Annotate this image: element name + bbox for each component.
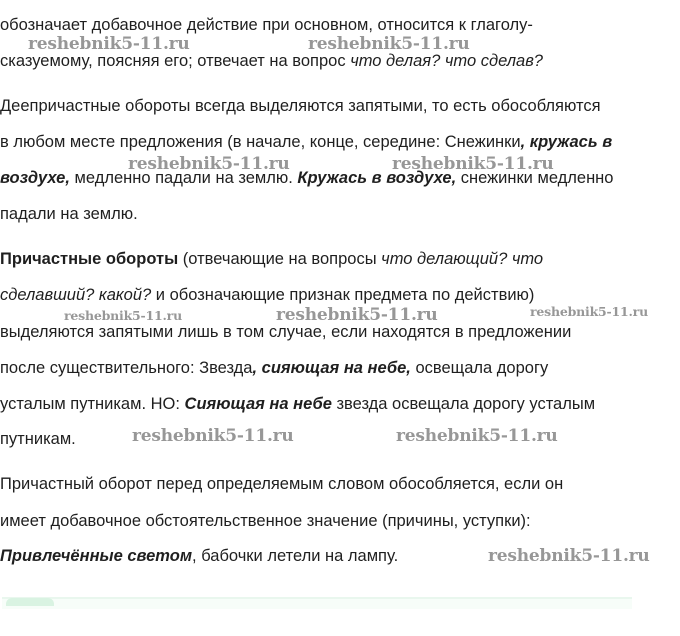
watermark: reshebnik5-11.ru	[28, 34, 190, 54]
text-line	[0, 358, 548, 378]
bold-italic-example: Сияющая на небе	[184, 395, 332, 413]
bold-italic-example: , сияющая на небе,	[252, 359, 411, 377]
text-line	[0, 511, 531, 531]
bottom-tab-edge	[6, 598, 54, 606]
watermark: reshebnik5-11.ru	[128, 154, 290, 174]
watermark: reshebnik5-11.ru	[392, 154, 554, 174]
text-segment: Деепричастные обороты всегда выделяются запятыми, то есть обособляются	[0, 97, 601, 115]
text-segment: обозначает добавочное действие при основном, относится к глаголу-	[0, 16, 533, 34]
watermark: reshebnik5-11.ru	[530, 304, 648, 319]
text-segment: освещала дорогу	[410, 359, 549, 377]
watermark: reshebnik5-11.ru	[64, 308, 182, 323]
bold-italic-example: Кружась в воздухе,	[297, 169, 457, 187]
bottom-panel-edge	[2, 597, 632, 609]
text-line	[0, 322, 571, 342]
text-segment: и обозначающие признак предмета по действию)	[151, 286, 535, 304]
text-line	[0, 474, 563, 494]
bold-italic-example: , кружась в	[520, 133, 613, 151]
watermark: reshebnik5-11.ru	[276, 305, 438, 325]
text-segment: медленно падали на землю.	[69, 169, 298, 187]
italic-question: что делая? что сделав?	[350, 52, 543, 70]
text-line	[0, 546, 398, 566]
text-segment: усталым путникам. НО:	[0, 395, 185, 413]
watermark: reshebnik5-11.ru	[132, 426, 294, 446]
italic-question: что делающий? что	[381, 250, 544, 268]
text-segment: имеет добавочное обстоятельственное значение (причины, уступки):	[0, 512, 531, 530]
text-line	[0, 132, 612, 152]
text-segment: (отвечающие на вопросы	[178, 250, 382, 268]
text-line	[0, 249, 543, 269]
bold-italic-example: Привлечённые светом	[0, 547, 193, 565]
italic-question: сделавший? какой?	[0, 286, 152, 304]
text-line	[0, 394, 595, 414]
text-segment: , бабочки летели на лампу.	[192, 547, 399, 565]
text-line	[0, 285, 534, 305]
text-segment: звезда освещала дорогу усталым	[331, 395, 596, 413]
text-line	[0, 204, 138, 224]
text-line	[0, 429, 76, 449]
bold-term: Причастные обороты	[0, 250, 179, 268]
text-segment: Причастный оборот перед определяемым словом обособляется, если он	[0, 475, 564, 493]
text-line	[0, 15, 533, 35]
bold-italic-example: воздухе,	[0, 169, 70, 187]
text-segment: после существительного: Звезда	[0, 359, 253, 377]
text-segment: снежинки медленно	[456, 169, 614, 187]
watermark: reshebnik5-11.ru	[488, 546, 650, 566]
text-segment: падали на землю.	[0, 205, 138, 223]
text-segment: сказуемому, поясняя его; отвечает на вопрос	[0, 52, 351, 70]
text-line	[0, 96, 601, 116]
text-segment: выделяются запятыми лишь в том случае, если находятся в предложении	[0, 323, 572, 341]
text-line	[0, 51, 543, 71]
text-segment: в любом месте предложения (в начале, конце, середине: Снежинки	[0, 133, 521, 151]
text-segment: путникам.	[0, 430, 76, 448]
watermark: reshebnik5-11.ru	[396, 426, 558, 446]
watermark: reshebnik5-11.ru	[308, 34, 470, 54]
